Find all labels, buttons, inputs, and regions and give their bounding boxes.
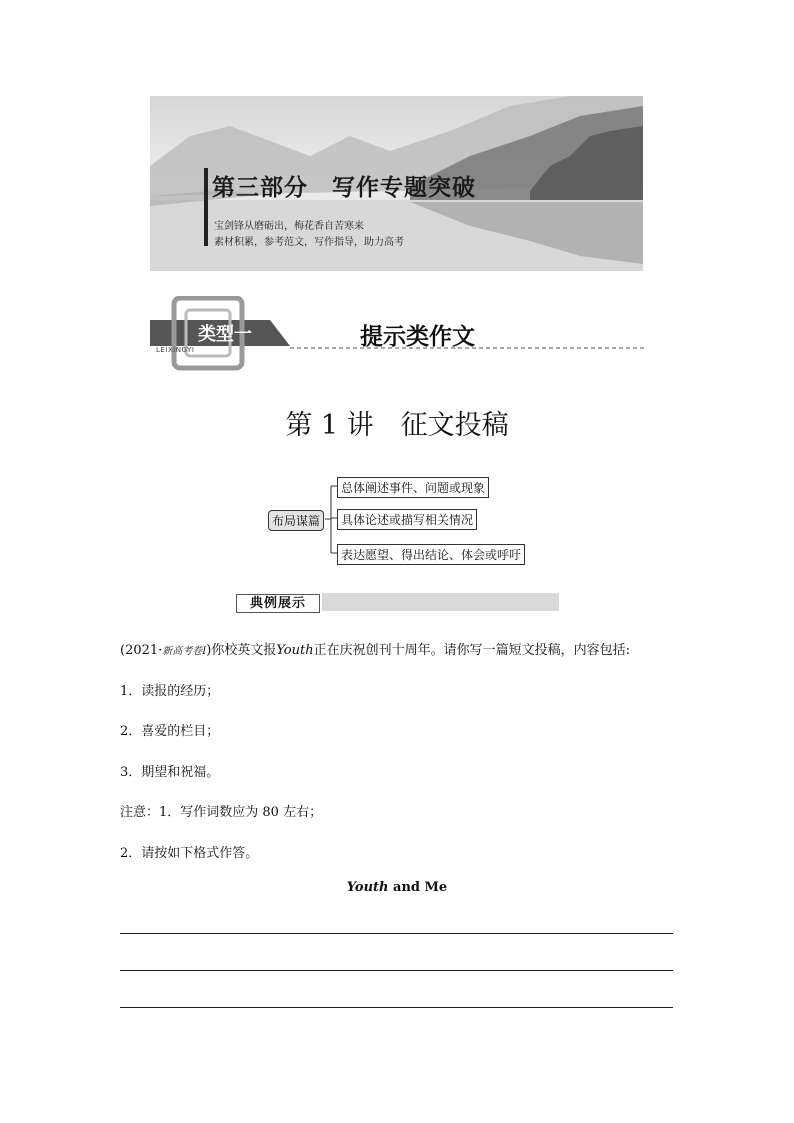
diagram-branch-node: 总体阐述事件、问题或现象 [337, 477, 489, 498]
lecture-title: 第 1 讲 征文投稿 [285, 410, 509, 441]
essay-title-rest: and Me [388, 880, 448, 895]
essay-title [0, 880, 794, 895]
task-source: 新高考卷Ⅰ [162, 646, 207, 657]
diagram-branch-node: 表达愿望、得出结论、体会或呼吁 [337, 544, 525, 565]
essay-title-italic: Youth [346, 880, 389, 895]
diagram-branch-node: 具体论述或描写相关情况 [337, 509, 477, 530]
banner-subtitle: 素材积累，参考范文，写作指导，助力高考 [214, 237, 404, 248]
task-intro: )你校英文报 [206, 643, 277, 658]
task-point: 1．读报的经历； [120, 684, 220, 699]
type-title: 提示类作文 [360, 324, 475, 350]
banner-title: 第三部分 写作专题突破 [212, 175, 476, 201]
example-label: 典例展示 [236, 594, 320, 613]
task-intro: 正在庆祝创刊十周年。请你写一篇短文投稿，内容包括: [313, 643, 630, 658]
banner-accent-bar [204, 168, 208, 246]
section-banner [150, 96, 643, 271]
banner-subtitle: 宝剑锋从磨砺出，梅花香自苦寒来 [214, 221, 364, 232]
diagram-root-node: 布局谋篇 [268, 510, 324, 531]
answer-line [120, 933, 673, 934]
type-pinyin: LEIXINGYI [156, 346, 195, 354]
task-point: 3．期望和祝福。 [120, 765, 220, 780]
task-note: 注意：1．写作词数应为 80 左右； [120, 805, 323, 820]
answer-line [120, 970, 673, 971]
paper-name: Youth [276, 643, 314, 658]
type-label: 类型一 [198, 324, 252, 345]
answer-line [120, 1007, 673, 1008]
layout-diagram [265, 472, 535, 568]
task-year: (2021· [120, 643, 163, 658]
task-note: 2．请按如下格式作答。 [120, 846, 259, 861]
example-band [322, 593, 559, 611]
task-prompt [120, 639, 630, 658]
type-header [150, 296, 644, 376]
task-point: 2．喜爱的栏目； [120, 724, 220, 739]
